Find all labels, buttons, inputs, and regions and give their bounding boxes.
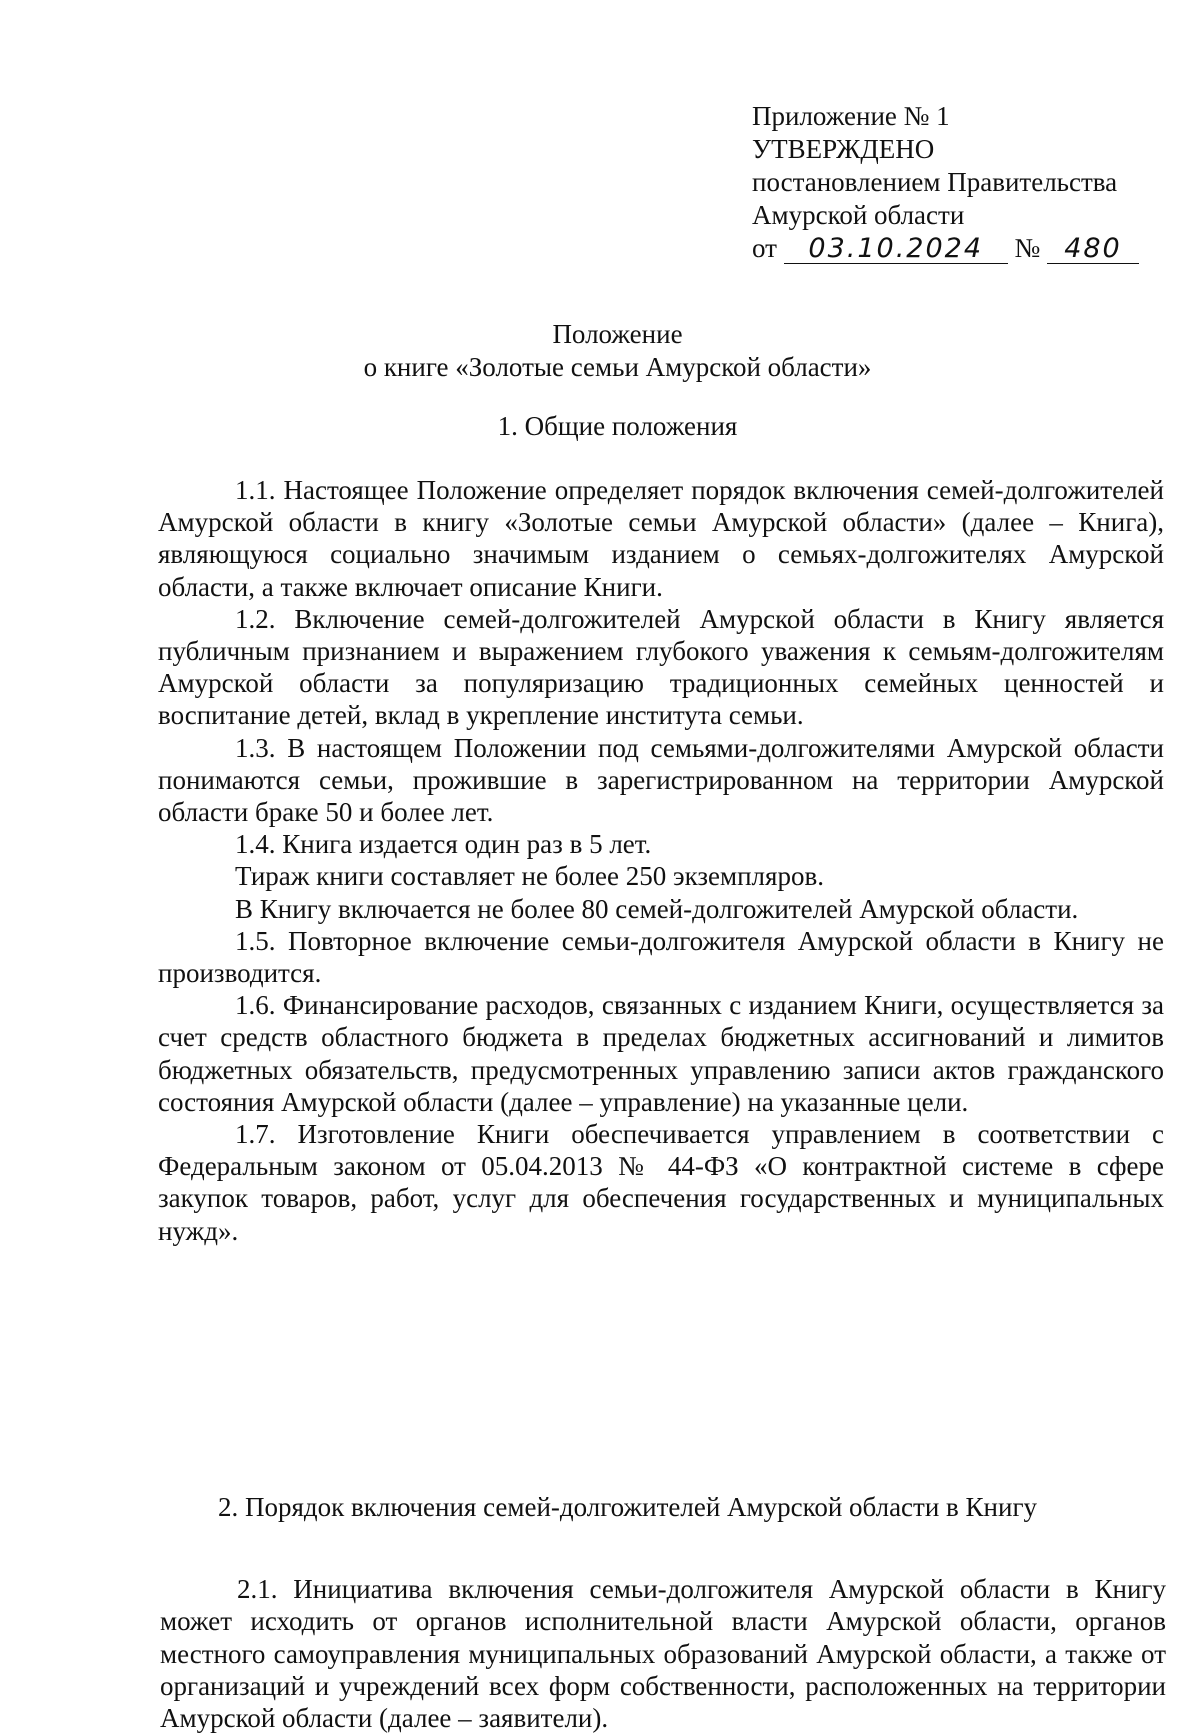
handwritten-date: 03.10.2024 (784, 235, 1008, 264)
handwritten-number: 480 (1047, 235, 1139, 264)
title-line-1: Положение (552, 319, 683, 349)
section-1-heading: 1. Общие положения (497, 411, 738, 441)
section-1-body (158, 474, 1164, 1247)
appendix-label: Приложение № 1 (752, 101, 950, 131)
title-line-2: о книге «Золотые семьи Амурской области» (363, 352, 872, 382)
paragraph-1-2: 1.2. Включение семей-долгожителей Амурской области в Книгу является публичным признанием и выражением глубокого уважения к семьям-долгожителям Амурской области за популяризацию традиционных семейных ценностей и воспитание детей, вклад в укрепление института семьи. (158, 603, 1164, 731)
section-2-heading: 2. Порядок включения семей-долгожителей Амурской области в Книгу (217, 1492, 1038, 1522)
date-number-line (752, 232, 1172, 265)
from-label: от (752, 233, 777, 263)
paragraph-1-6: 1.6. Финансирование расходов, связанных с изданием Книги, осуществляется за счет средств областного бюджета в пределах бюджетных ассигнований и лимитов бюджетных обязательств, предусмотренных управлению записи актов гражданского состояния Амурской области (далее – управление) на указанные цели. (158, 990, 1164, 1117)
number-label: № (1014, 233, 1041, 263)
paragraph-1-4-families: В Книгу включается не более 80 семей-долгожителей Амурской области. (235, 893, 1079, 924)
document-title (150, 318, 1085, 384)
section-2-body (160, 1573, 1166, 1734)
paragraph-1-4: 1.4. Книга издается один раз в 5 лет. (235, 829, 652, 860)
approved-label: УТВЕРЖДЕНО (752, 134, 935, 164)
resolution-label: постановлением Правительства (752, 167, 1118, 197)
paragraph-2-1: 2.1. Инициатива включения семьи-долгожителя Амурской области в Книгу может исходить от органов исполнительной власти Амурской области, органов местного самоуправления муниципальных образований Амурской области, а также от организаций и учреждений всех форм собственности, расположенных на территории Амурской области (далее – заявители). (160, 1574, 1166, 1734)
paragraph-1-3: 1.3. В настоящем Положении под семьями-долгожителями Амурской области понимаются семьи, прожившие в зарегистрированном на территории Амурской области браке 50 и более лет. (158, 732, 1164, 828)
approval-stamp (752, 100, 1172, 265)
region-label: Амурской области (752, 200, 965, 230)
paragraph-1-4-circulation: Тираж книги составляет не более 250 экземпляров. (235, 861, 824, 892)
paragraph-1-1: 1.1. Настоящее Положение определяет порядок включения семей-долгожителей Амурской области в книгу «Золотые семьи Амурской области» (далее – Книга), являющуюся социально значимым изданием о семьях-долгожителях Амурской области, а также включает описание Книги. (158, 475, 1164, 602)
paragraph-1-7: 1.7. Изготовление Книги обеспечивается управлением в соответствии с Федеральным законом от 05.04.2013 № 44-ФЗ «О контрактной системе в сфере закупок товаров, работ, услуг для обеспечения государственных и муниципальных нужд». (158, 1119, 1164, 1246)
paragraph-1-5: 1.5. Повторное включение семьи-долгожителя Амурской области в Книгу не производится. (158, 925, 1164, 989)
